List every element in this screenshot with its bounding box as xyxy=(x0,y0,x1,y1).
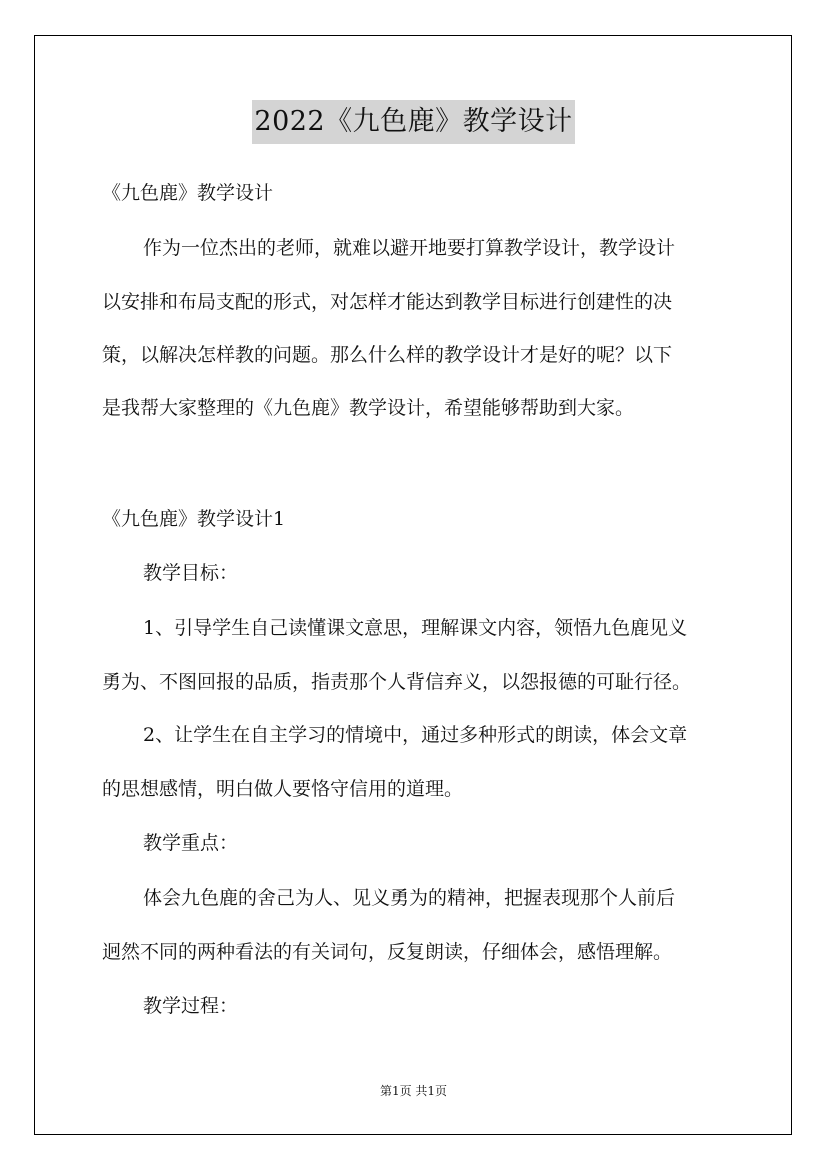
section-heading: 《九色鹿》教学设计1 xyxy=(102,508,286,530)
goal-2-line-2: 的思想感情，明白做人要恪守信用的道理。 xyxy=(102,778,464,800)
key-points-line-2: 迥然不同的两种看法的有关词句，反复朗读，仔细体会，感悟理解。 xyxy=(102,941,673,963)
goal-1-line-2: 勇为、不图回报的品质，指责那个人背信弃义，以怨报德的可耻行径。 xyxy=(102,671,692,693)
intro-line-3: 策，以解决怎样教的问题。那么什么样的教学设计才是好的呢？以下 xyxy=(102,344,673,366)
page-footer: 第1页 共1页 xyxy=(379,1084,448,1098)
goal-1-line-1: 1、引导学生自己读懂课文意思，理解课文内容，领悟九色鹿见义 xyxy=(143,617,688,639)
intro-line-1: 作为一位杰出的老师，就难以避开地要打算教学设计，教学设计 xyxy=(143,237,676,259)
subtitle: 《九色鹿》教学设计 xyxy=(102,182,274,204)
key-points-line-1: 体会九色鹿的舍己为人、见义勇为的精神，把握表现那个人前后 xyxy=(143,887,676,909)
key-points-heading: 教学重点： xyxy=(143,832,239,854)
process-heading: 教学过程： xyxy=(143,995,239,1017)
title-container xyxy=(0,100,827,144)
intro-line-4: 是我帮大家整理的《九色鹿》教学设计，希望能够帮助到大家。 xyxy=(102,397,635,419)
goals-heading: 教学目标： xyxy=(143,562,239,584)
intro-line-2: 以安排和布局支配的形式，对怎样才能达到教学目标进行创建性的决 xyxy=(102,291,673,313)
document-title: 2022《九色鹿》教学设计 xyxy=(252,100,574,144)
goal-2-line-1: 2、让学生在自主学习的情境中，通过多种形式的朗读，体会文章 xyxy=(143,724,688,746)
